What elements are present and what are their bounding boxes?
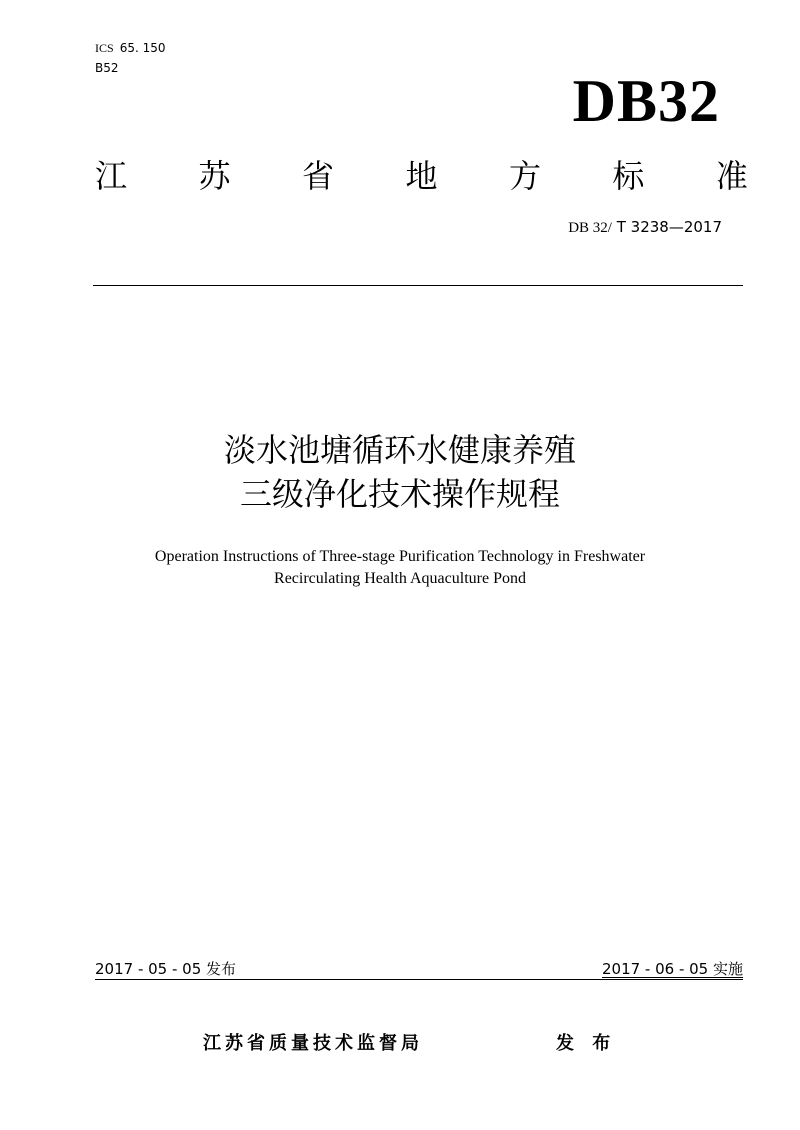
issue-date: 2017 - 05 - 05 发布 xyxy=(95,960,237,978)
standard-type-char: 江 xyxy=(95,157,128,195)
ccs-code: B52 xyxy=(95,61,119,75)
standard-type-char: 苏 xyxy=(198,157,231,195)
standard-number xyxy=(568,216,722,239)
ics-label: ICS xyxy=(95,41,114,55)
title-english-line-2: Recirculating Health Aquaculture Pond xyxy=(274,570,526,587)
title-english xyxy=(0,546,800,590)
standard-type-char: 省 xyxy=(301,157,334,195)
title-english-line-1: Operation Instructions of Three-stage Purification Technology in Freshwater xyxy=(154,548,646,565)
title-chinese-line-2: 三级净化技术操作规程 xyxy=(239,475,560,513)
title-chinese-line-1: 淡水池塘循环水健康养殖 xyxy=(223,431,576,469)
ics-code: 65. 150 xyxy=(119,41,166,55)
standard-type-char: 准 xyxy=(715,157,748,195)
db-mark: DB32 xyxy=(572,68,720,134)
header-divider xyxy=(93,285,743,286)
title-chinese xyxy=(0,428,800,516)
implementation-date: 2017 - 06 - 05 实施 xyxy=(601,960,743,978)
standard-number-rest: T 3238—2017 xyxy=(611,218,722,236)
issuing-authority: 江苏省质量技术监督局 xyxy=(203,1033,423,1054)
standard-type-char: 地 xyxy=(405,157,438,195)
standard-type-char: 方 xyxy=(508,157,541,195)
standard-type-char: 标 xyxy=(612,157,645,195)
issue-label: 发 布 xyxy=(556,1033,617,1054)
standard-type-heading xyxy=(95,154,748,198)
ics-classification xyxy=(95,40,166,56)
footer-divider xyxy=(95,979,743,980)
standard-number-prefix: DB 32/ xyxy=(568,220,612,236)
